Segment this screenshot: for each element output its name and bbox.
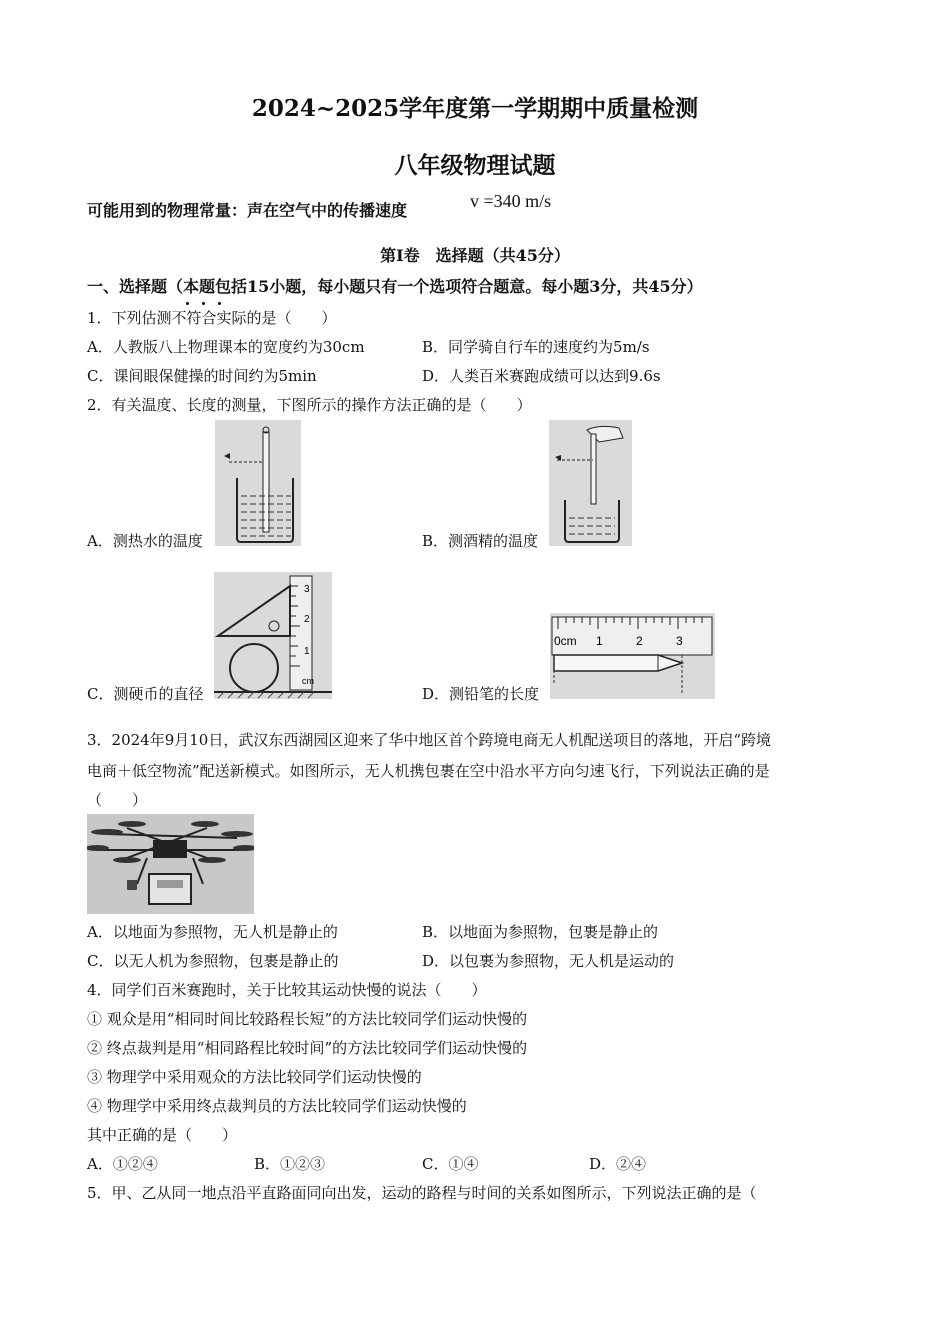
emphasis-dot [202,302,205,305]
q4-prompt: 其中正确的是（ ） [87,1126,238,1144]
q4-statement-3: ③ 物理学中采用观众的方法比较同学们运动快慢的 [87,1068,422,1086]
q4-option-b: B．①②③ [254,1155,326,1173]
figure-pencil-ruler [550,613,715,699]
figure-drone [87,814,254,914]
ruler-c-tick: 2 [304,614,310,625]
exam-subtitle: 八年级物理试题 [394,152,556,179]
q1-option-b: B．同学骑自行车的速度约为5m/s [422,338,650,356]
constants-formula: v =340 m/s [470,191,552,211]
q3-option-a: A．以地面为参照物，无人机是静止的 [87,923,338,941]
q1-option-c: C．课间眼保健操的时间约为5min [87,367,317,385]
ruler-d-tick: 2 [636,634,643,648]
question-3-stem-line3: （ ） [87,791,148,809]
question-2-stem: 2．有关温度、长度的测量，下图所示的操作方法正确的是（ ） [87,396,532,414]
figure-thermometer-alcohol [549,420,632,546]
question-4-stem: 4．同学们百米赛跑时，关于比较其运动快慢的说法（ ） [87,981,487,999]
q4-statement-4: ④ 物理学中采用终点裁判员的方法比较同学们运动快慢的 [87,1097,467,1115]
constants-label: 可能用到的物理常量：声在空气中的传播速度 [87,201,408,220]
volume-title: 第Ⅰ卷 选择题（共45分） [380,246,570,265]
ruler-d-tick: 1 [596,634,603,648]
q3-option-c: C．以无人机为参照物，包裹是静止的 [87,952,339,970]
question-3-stem-line1: 3．2024年9月10日，武汉东西湖园区迎来了华中地区首个跨境电商无人机配送项目的落地，开启“跨境 [87,731,772,749]
q4-option-a: A．①②④ [87,1155,158,1173]
section-instructions: 一、选择题（本题包括15小题，每小题只有一个选项符合题意。每小题3分，共45分） [87,277,703,296]
ruler-d-tick: 3 [676,634,683,648]
q4-statement-2: ② 终点裁判是用“相同路程比较时间”的方法比较同学们运动快慢的 [87,1039,528,1057]
question-1-stem: 1．下列估测不符合实际的是（ ） [87,309,337,327]
q1-option-d: D．人类百米赛跑成绩可以达到9.6s [422,367,661,385]
figure-thermometer-hot-water [215,420,301,546]
q2-option-d: D．测铅笔的长度 [422,685,540,703]
q3-option-d: D．以包裹为参照物，无人机是运动的 [422,952,675,970]
ruler-d-tick: 0cm [554,634,577,648]
question-3-stem-line2: 电商＋低空物流”配送新模式。如图所示，无人机携包裹在空中沿水平方向匀速飞行，下列说法正确的是 [87,762,770,780]
q2-option-c: C．测硬币的直径 [87,685,204,703]
q2-option-a: A．测热水的温度 [87,532,203,550]
exam-title: 2024~2025学年度第一学期期中质量检测 [251,95,699,122]
emphasis-dot [218,302,221,305]
figure-coin-ruler [214,572,332,699]
q4-option-c: C．①④ [422,1155,479,1173]
q2-option-b: B．测酒精的温度 [422,532,539,550]
ruler-c-unit: cm [302,676,314,686]
question-5-stem: 5．甲、乙从同一地点沿平直路面同向出发，运动的路程与时间的关系如图所示，下列说法正确的是（ [87,1184,757,1202]
ruler-c-tick: 1 [304,646,310,657]
q3-option-b: B．以地面为参照物，包裹是静止的 [422,923,659,941]
emphasis-dot [186,302,189,305]
q1-option-a: A．人教版八上物理课本的宽度约为30cm [87,338,365,356]
ruler-c-tick: 3 [304,584,310,595]
q4-statement-1: ① 观众是用“相同时间比较路程长短”的方法比较同学们运动快慢的 [87,1010,528,1028]
q4-option-d: D．②④ [589,1155,647,1173]
